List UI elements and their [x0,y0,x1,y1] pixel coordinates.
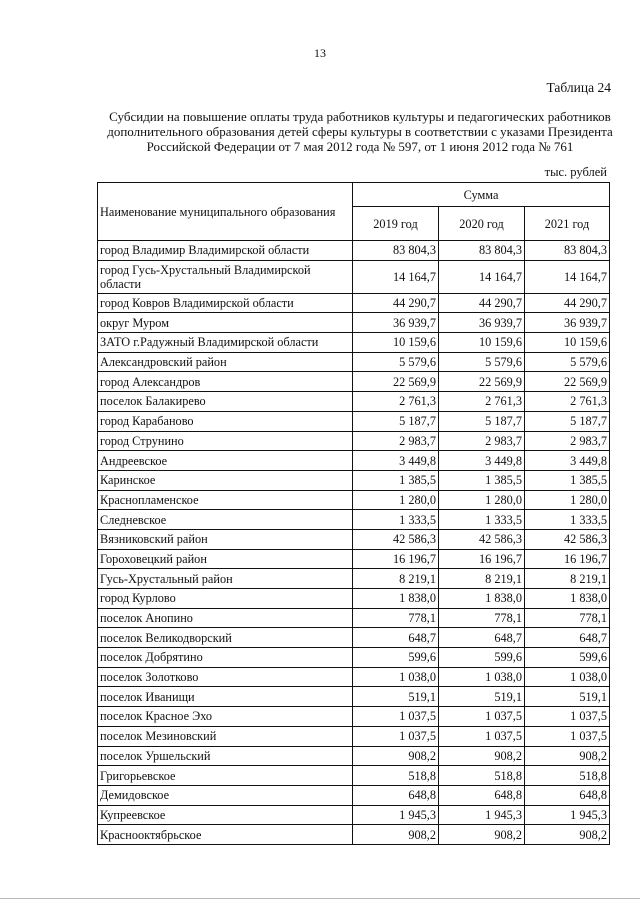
row-name: поселок Золотково [98,667,353,687]
value-2019: 519,1 [353,687,439,707]
value-2020: 908,2 [439,746,525,766]
value-2021: 908,2 [525,746,610,766]
value-2021: 14 164,7 [525,260,610,293]
table-row [98,352,610,372]
value-2019: 42 586,3 [353,529,439,549]
units-label: тыс. рублей [544,165,607,179]
value-2019: 1 038,0 [353,667,439,687]
header-year-2020: 2020 год [439,207,525,241]
header-year-2021: 2021 год [525,207,610,241]
row-name: поселок Мезиновский [98,726,353,746]
row-name: город Курлово [98,589,353,609]
table-row [98,785,610,805]
value-2020: 1 385,5 [439,470,525,490]
table-row [98,608,610,628]
row-name: Гороховецкий район [98,549,353,569]
row-name: Демидовское [98,785,353,805]
table-row [98,313,610,333]
row-name: Григорьевское [98,766,353,786]
value-2021: 1 280,0 [525,490,610,510]
table-row [98,589,610,609]
row-name: поселок Добрятино [98,648,353,668]
value-2021: 1 385,5 [525,470,610,490]
table-row [98,490,610,510]
value-2021: 3 449,8 [525,451,610,471]
value-2021: 2 983,7 [525,431,610,451]
value-2020: 14 164,7 [439,260,525,293]
value-2019: 3 449,8 [353,451,439,471]
value-2020: 778,1 [439,608,525,628]
value-2019: 5 579,6 [353,352,439,372]
value-2020: 648,7 [439,628,525,648]
value-2019: 5 187,7 [353,411,439,431]
header-sum: Сумма [353,183,610,207]
row-name: Андреевское [98,451,353,471]
value-2019: 518,8 [353,766,439,786]
row-name: город Ковров Владимирской области [98,293,353,313]
table-row [98,293,610,313]
value-2019: 8 219,1 [353,569,439,589]
row-name: Каринское [98,470,353,490]
row-name: город Карабаново [98,411,353,431]
table-row [98,260,610,293]
table-row [98,241,610,261]
value-2019: 2 983,7 [353,431,439,451]
row-name: город Александров [98,372,353,392]
table-row [98,372,610,392]
value-2020: 36 939,7 [439,313,525,333]
value-2021: 1 838,0 [525,589,610,609]
value-2020: 10 159,6 [439,333,525,353]
header-name: Наименование муниципального образования [98,183,353,241]
value-2019: 1 280,0 [353,490,439,510]
value-2020: 518,8 [439,766,525,786]
value-2021: 42 586,3 [525,529,610,549]
value-2020: 2 983,7 [439,431,525,451]
table-label: Таблица 24 [546,80,611,95]
value-2020: 1 945,3 [439,805,525,825]
value-2020: 16 196,7 [439,549,525,569]
value-2019: 648,8 [353,785,439,805]
header-year-2019: 2019 год [353,207,439,241]
value-2020: 1 038,0 [439,667,525,687]
value-2021: 519,1 [525,687,610,707]
row-name: Следневское [98,510,353,530]
value-2019: 1 037,5 [353,707,439,727]
value-2020: 519,1 [439,687,525,707]
table-row [98,392,610,412]
value-2021: 22 569,9 [525,372,610,392]
table-row [98,687,610,707]
value-2019: 22 569,9 [353,372,439,392]
value-2020: 22 569,9 [439,372,525,392]
table-row [98,411,610,431]
value-2019: 1 838,0 [353,589,439,609]
table-row [98,766,610,786]
row-name: Купреевское [98,805,353,825]
value-2021: 648,8 [525,785,610,805]
value-2020: 5 579,6 [439,352,525,372]
value-2019: 908,2 [353,746,439,766]
value-2020: 648,8 [439,785,525,805]
subsidy-table [97,182,610,845]
table-row [98,333,610,353]
table-row [98,569,610,589]
row-name: город Струнино [98,431,353,451]
value-2020: 44 290,7 [439,293,525,313]
value-2020: 908,2 [439,825,525,845]
table-row [98,431,610,451]
table-row [98,470,610,490]
value-2019: 16 196,7 [353,549,439,569]
value-2021: 44 290,7 [525,293,610,313]
value-2020: 2 761,3 [439,392,525,412]
value-2019: 778,1 [353,608,439,628]
value-2019: 908,2 [353,825,439,845]
row-name: Вязниковский район [98,529,353,549]
row-name: поселок Уршельский [98,746,353,766]
value-2021: 5 579,6 [525,352,610,372]
value-2021: 1 038,0 [525,667,610,687]
value-2019: 1 333,5 [353,510,439,530]
row-name: поселок Иванищи [98,687,353,707]
table-row [98,707,610,727]
value-2019: 1 037,5 [353,726,439,746]
row-name: поселок Великодворский [98,628,353,648]
value-2019: 648,7 [353,628,439,648]
document-title: Субсидии на повышение оплаты труда работников культуры и педагогических работников дополнительного образования детей сферы культуры в соответствии с указами Президента Российской Федерации от 7 мая 2012 года № 597, от 1 июня 2012 года № 761 [107,109,613,154]
row-name: Краснооктябрьское [98,825,353,845]
value-2020: 83 804,3 [439,241,525,261]
table-row [98,805,610,825]
value-2021: 648,7 [525,628,610,648]
value-2020: 1 333,5 [439,510,525,530]
value-2019: 1 385,5 [353,470,439,490]
value-2021: 8 219,1 [525,569,610,589]
value-2021: 1 037,5 [525,707,610,727]
value-2021: 518,8 [525,766,610,786]
value-2020: 5 187,7 [439,411,525,431]
value-2021: 83 804,3 [525,241,610,261]
value-2019: 599,6 [353,648,439,668]
value-2021: 5 187,7 [525,411,610,431]
value-2019: 1 945,3 [353,805,439,825]
value-2020: 3 449,8 [439,451,525,471]
value-2021: 2 761,3 [525,392,610,412]
table-row [98,510,610,530]
value-2020: 1 838,0 [439,589,525,609]
row-name: город Владимир Владимирской области [98,241,353,261]
value-2021: 10 159,6 [525,333,610,353]
table-row [98,628,610,648]
value-2020: 42 586,3 [439,529,525,549]
page-number: 13 [314,46,326,60]
table-row [98,451,610,471]
value-2020: 1 037,5 [439,726,525,746]
table-row [98,549,610,569]
value-2019: 10 159,6 [353,333,439,353]
value-2020: 1 280,0 [439,490,525,510]
table-body [98,241,610,845]
table-row [98,529,610,549]
value-2019: 44 290,7 [353,293,439,313]
value-2020: 599,6 [439,648,525,668]
scan-edge-line [0,898,640,899]
table-row [98,667,610,687]
row-name: Краснопламенское [98,490,353,510]
value-2021: 36 939,7 [525,313,610,333]
value-2021: 908,2 [525,825,610,845]
value-2021: 1 037,5 [525,726,610,746]
value-2020: 1 037,5 [439,707,525,727]
row-name: поселок Анопино [98,608,353,628]
value-2021: 778,1 [525,608,610,628]
table-row [98,726,610,746]
row-name: поселок Красное Эхо [98,707,353,727]
row-name: город Гусь-Хрустальный Владимирской области [98,260,353,293]
row-name: ЗАТО г.Радужный Владимирской области [98,333,353,353]
value-2019: 2 761,3 [353,392,439,412]
row-name: поселок Балакирево [98,392,353,412]
table-row [98,825,610,845]
value-2021: 16 196,7 [525,549,610,569]
value-2019: 14 164,7 [353,260,439,293]
value-2019: 83 804,3 [353,241,439,261]
row-name: Александровский район [98,352,353,372]
table-row [98,648,610,668]
value-2020: 8 219,1 [439,569,525,589]
row-name: Гусь-Хрустальный район [98,569,353,589]
value-2021: 1 333,5 [525,510,610,530]
row-name: округ Муром [98,313,353,333]
value-2021: 599,6 [525,648,610,668]
value-2021: 1 945,3 [525,805,610,825]
value-2019: 36 939,7 [353,313,439,333]
table-row [98,746,610,766]
